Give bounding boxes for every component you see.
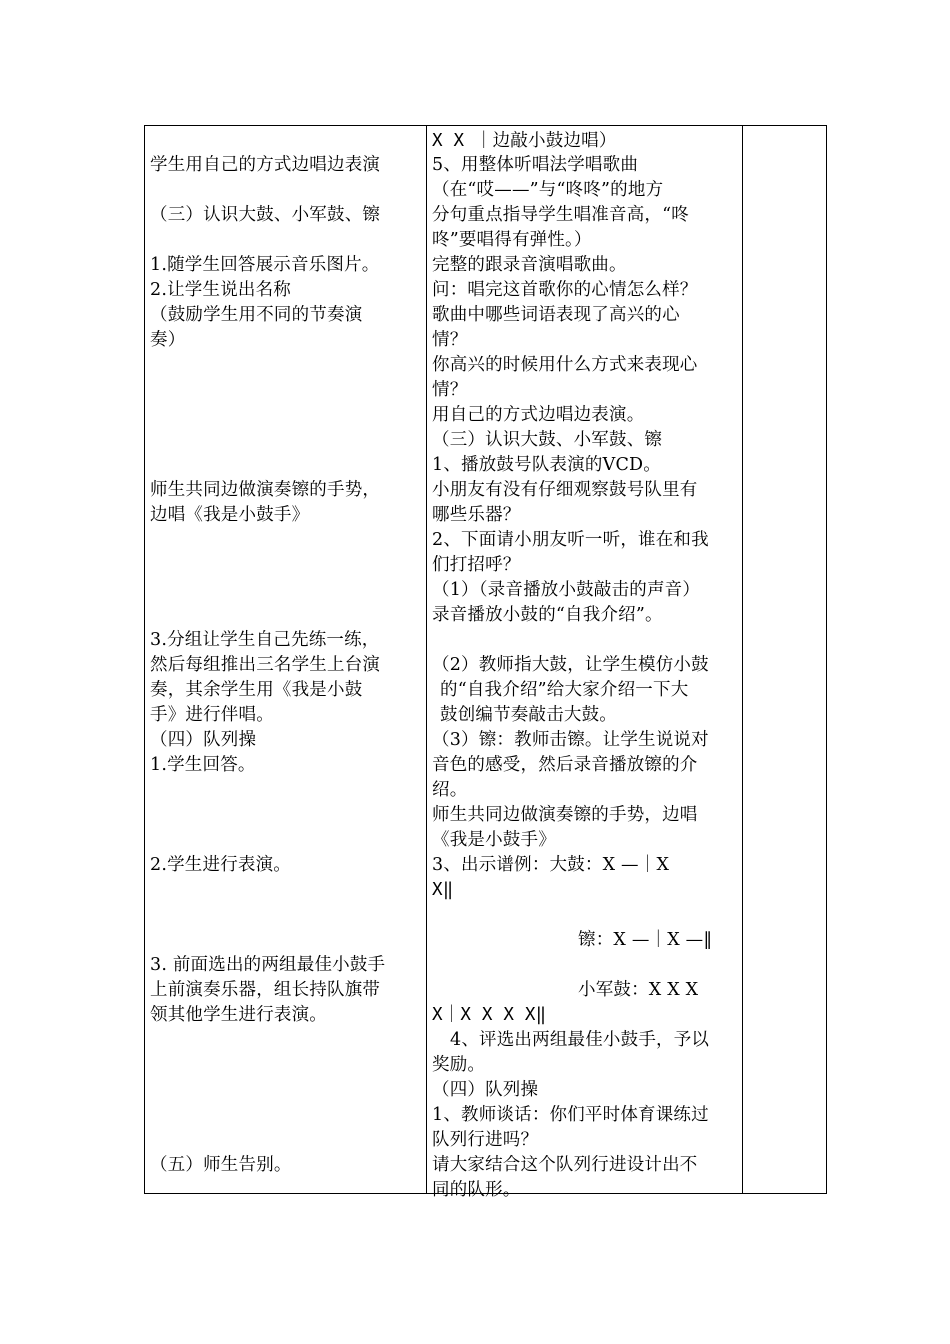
notation-line: 3、出示谱例：大鼓：X —｜X — [432, 855, 670, 875]
left-line: 1.学生回答。 — [150, 755, 256, 775]
middle-line: 歌曲中哪些词语表现了高兴的心 — [432, 305, 680, 325]
left-line: 然后每组推出三名学生上台演 — [150, 655, 381, 675]
notation-line: 镲：X —｜X —‖ — [578, 930, 713, 950]
middle-line: 1、播放鼓号队表演的VCD。 — [432, 455, 661, 475]
middle-line: 情？ — [432, 330, 468, 350]
middle-line: 2、下面请小朋友听一听，谁在和我 — [432, 530, 709, 550]
middle-line: （四）队列操 — [432, 1080, 539, 1100]
left-line: 边唱《我是小鼓手》 — [150, 505, 310, 525]
left-line: 1.随学生回答展示音乐图片。 — [150, 255, 380, 275]
middle-line: 奖励。 — [432, 1055, 486, 1075]
left-line: 师生共同边做演奏镲的手势， — [150, 480, 381, 500]
left-line: （四）队列操 — [150, 730, 257, 750]
left-line: 手》进行伴唱。 — [150, 705, 274, 725]
middle-line: 1、教师谈话：你们平时体育课练过 — [432, 1105, 709, 1125]
middle-line: （3）镲：教师击镲。让学生说说对 — [432, 730, 709, 750]
left-line: （三）认识大鼓、小军鼓、镲 — [150, 205, 381, 225]
middle-line: （在“哎——”与“咚咚”的地方 — [432, 180, 664, 200]
middle-line: 鼓创编节奏敲击大鼓。 — [440, 705, 617, 725]
middle-line: 你高兴的时候用什么方式来表现心 — [432, 355, 698, 375]
left-line: 学生用自己的方式边唱边表演 — [150, 155, 381, 175]
middle-line: （2）教师指大鼓，让学生模仿小鼓 — [432, 655, 709, 675]
notes-column — [742, 126, 826, 1193]
middle-line: 情？ — [432, 380, 468, 400]
column-divider-1 — [426, 126, 427, 1193]
left-line: （五）师生告别。 — [150, 1155, 292, 1175]
middle-line: （1）（录音播放小鼓敲击的声音） — [432, 580, 701, 600]
left-line: 2.让学生说出名称 — [150, 280, 291, 300]
middle-line: 们打招呼？ — [432, 555, 521, 575]
middle-line: 问：唱完这首歌你的心情怎么样？ — [432, 280, 698, 300]
notation-line: X‖ — [432, 880, 454, 900]
left-line: 3. 前面选出的两组最佳小鼓手 — [150, 955, 386, 975]
middle-line: 队列行进吗？ — [432, 1130, 539, 1150]
notation-line: 小军鼓：X X X — [578, 980, 699, 1000]
middle-line: 哪些乐器？ — [432, 505, 521, 525]
left-line: 上前演奏乐器，组长持队旗带 — [150, 980, 381, 1000]
left-line: 2.学生进行表演。 — [150, 855, 291, 875]
notation-line: X｜X X X X‖ — [432, 1005, 547, 1025]
middle-line: 的“自我介绍”给大家介绍一下大 — [440, 680, 689, 700]
middle-line: 完整的跟录音演唱歌曲。 — [432, 255, 627, 275]
middle-line: 绍。 — [432, 780, 468, 800]
middle-line: 咚”要唱得有弹性。） — [432, 230, 592, 250]
left-line: （鼓励学生用不同的节奏演 — [150, 305, 363, 325]
left-line: 领其他学生进行表演。 — [150, 1005, 327, 1025]
middle-line: 同的队形。 — [432, 1180, 521, 1200]
middle-line: 《我是小鼓手》 — [432, 830, 556, 850]
middle-line: 4、评选出两组最佳小鼓手，予以 — [450, 1030, 710, 1050]
middle-line: 5、用整体听唱法学唱歌曲 — [432, 155, 639, 175]
left-line: 奏，其余学生用《我是小鼓 — [150, 680, 363, 700]
middle-line: （三）认识大鼓、小军鼓、镲 — [432, 430, 663, 450]
middle-line: 音色的感受，然后录音播放镲的介 — [432, 755, 698, 775]
middle-line: 请大家结合这个队列行进设计出不 — [432, 1155, 698, 1175]
middle-line: X X ｜边敲小鼓边唱） — [432, 131, 617, 151]
left-line: 奏） — [150, 330, 186, 350]
middle-line: 分句重点指导学生唱准音高，“咚 — [432, 205, 689, 225]
middle-line: 小朋友有没有仔细观察鼓号队里有 — [432, 480, 698, 500]
middle-line: 用自己的方式边唱边表演。 — [432, 405, 645, 425]
left-line: 3.分组让学生自己先练一练， — [150, 630, 380, 650]
middle-line: 录音播放小鼓的“自我介绍”。 — [432, 605, 663, 625]
middle-line: 师生共同边做演奏镲的手势，边唱 — [432, 805, 698, 825]
